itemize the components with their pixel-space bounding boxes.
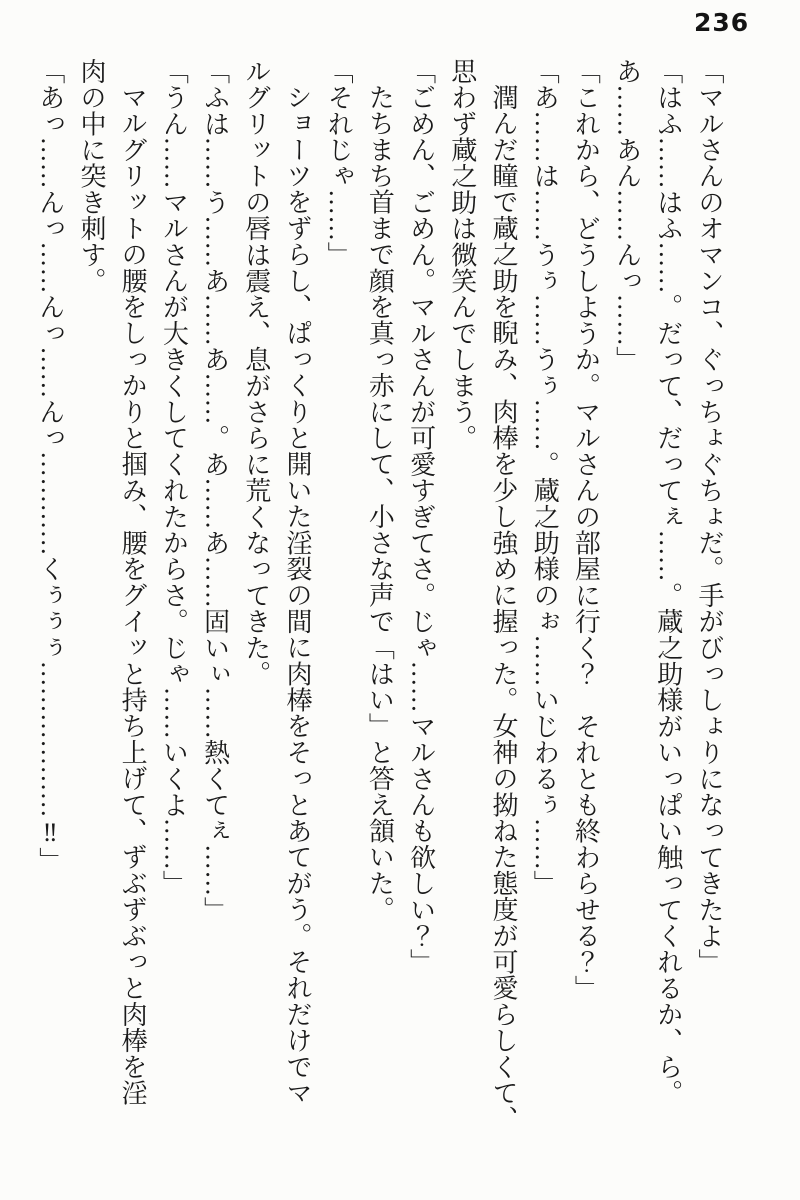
text-line: 「これから、どうしようか。マルさんの部屋に行く？ それとも終わらせる？」 xyxy=(571,58,601,1002)
page-number: 236 xyxy=(694,8,750,37)
text-line: 「マルさんのオマンコ、ぐっちょぐちょだ。手がびっしょりになってきたよ」 xyxy=(695,58,724,975)
vertical-text-block xyxy=(30,58,730,1143)
text-line: 「あっ……んっ……んっ……んっ…………くぅぅぅ………………‼」 xyxy=(35,58,65,874)
text-line: 潤んだ瞳で蔵之助を睨み、肉棒を少し強めに握った。女神の拗ねた態度が可愛らしくて、 xyxy=(488,84,518,1132)
text-line: 「はふ……はふ……。だって、だってぇ……。蔵之助様がいっぱい触ってくれるか、ら。 xyxy=(653,58,683,1106)
text-line: 思わず蔵之助は微笑んでしまう。 xyxy=(447,58,477,451)
text-line: たちまち首まで顔を真っ赤にして、小さな声で「はい」と答え頷いた。 xyxy=(365,84,395,923)
text-line: 「あ……は……うぅ……うぅ……。蔵之助様のぉ……いじわるぅ……」 xyxy=(530,58,560,897)
text-line: 「うん……マルさんが大きくしてくれたからさ。じゃ……いくよ……」 xyxy=(159,58,189,897)
text-line: 「それじゃ……」 xyxy=(324,58,354,268)
text-line: ショーツをずらし、ぱっくりと開いた淫裂の間に肉棒をそっとあてがう。それだけでマ xyxy=(282,84,312,1106)
text-line: マルグリットの腰をしっかりと掴み、腰をグイッと持ち上げて、ずぶずぶっと肉棒を淫 xyxy=(118,84,148,1106)
text-line: 肉の中に突き刺す。 xyxy=(76,58,106,294)
text-line: あ……あん……んっ……」 xyxy=(612,58,642,373)
text-line: 「ごめん、ごめん。マルさんが可愛すぎてさ。じゃ……マルさんも欲しい？」 xyxy=(406,58,436,975)
text-line: ルグリットの唇は震え、息がさらに荒くなってきた。 xyxy=(241,58,271,687)
text-line: 「ふは……う……あ……あ……。あ……あ……固いぃ……熱くてぇ……」 xyxy=(200,58,230,923)
